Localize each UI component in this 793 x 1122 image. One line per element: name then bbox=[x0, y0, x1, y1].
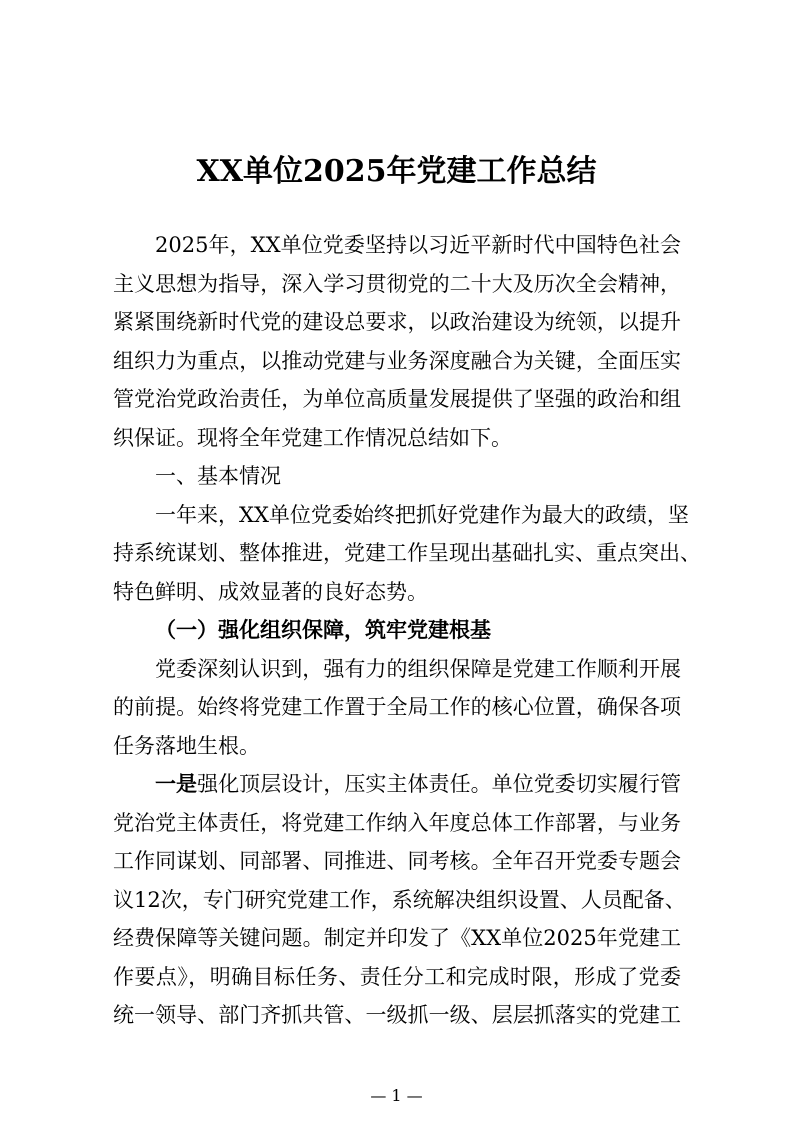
text-line: 党委深刻认识到，强有力的组织保障是党建工作顺利开展 bbox=[155, 656, 681, 681]
text-line: 任务落地生根。 bbox=[113, 733, 260, 758]
page-number: — 1 — bbox=[370, 1086, 423, 1105]
section-heading: 一、基本情况 bbox=[155, 464, 281, 488]
text-line: 主义思想为指导，深入学习贯彻党的二十大及历次全会精神， bbox=[113, 271, 681, 296]
text-line: 统一领导、部门齐抓共管、一级抓一级、层层抓落实的党建工 bbox=[113, 1003, 681, 1027]
document-title: XX单位2025年党建工作总结 bbox=[196, 154, 597, 189]
text-line: 管党治党政治责任，为单位高质量发展提供了坚强的政治和组 bbox=[113, 387, 681, 411]
org-paragraph bbox=[113, 650, 681, 766]
text-line: 工作同谋划、同部署、同推进、同考核。全年召开党委专题会 bbox=[113, 849, 681, 873]
bold-lead: 一是 bbox=[155, 771, 198, 796]
text-line: 织保证。现将全年党建工作情况总结如下。 bbox=[113, 425, 512, 450]
text-line: 作要点》，明确目标任务、责任分工和完成时限，形成了党委 bbox=[113, 964, 681, 989]
text-line: 议12次，专门研究党建工作，系统解决组织设置、人员配备、 bbox=[113, 887, 686, 912]
document-body bbox=[113, 226, 701, 1035]
basic-paragraph bbox=[113, 496, 701, 612]
text-line: 的前提。始终将党建工作置于全局工作的核心位置，确保各项 bbox=[113, 695, 681, 719]
text-line-rest: 强化顶层设计，压实主体责任。单位党委切实履行管 bbox=[197, 772, 682, 796]
text-line: 一年来，XX单位党委始终把抓好党建作为最大的政绩，坚 bbox=[155, 502, 689, 527]
text-line: 经费保障等关键问题。制定并印发了《XX单位2025年党建工 bbox=[113, 926, 681, 950]
text-line: 持系统谋划、整体推进，党建工作呈现出基础扎实、重点突出、 bbox=[113, 541, 701, 565]
text-line: 党治党主体责任，将党建工作纳入年度总体工作部署，与业务 bbox=[113, 810, 681, 835]
text-line: 2025年，XX单位党委坚持以习近平新时代中国特色社会 bbox=[155, 233, 681, 257]
intro-paragraph bbox=[113, 226, 681, 457]
text-line: 紧紧围绕新时代党的建设总要求，以政治建设为统领，以提升 bbox=[113, 310, 681, 334]
text-line: 组织力为重点，以推动党建与业务深度融合为关键，全面压实 bbox=[113, 348, 681, 373]
text-line: 特色鲜明、成效显著的良好态势。 bbox=[113, 579, 428, 604]
text-line bbox=[113, 765, 681, 804]
first-point-paragraph bbox=[113, 765, 686, 1035]
subsection-heading: （一）强化组织保障，筑牢党建根基 bbox=[155, 617, 491, 642]
